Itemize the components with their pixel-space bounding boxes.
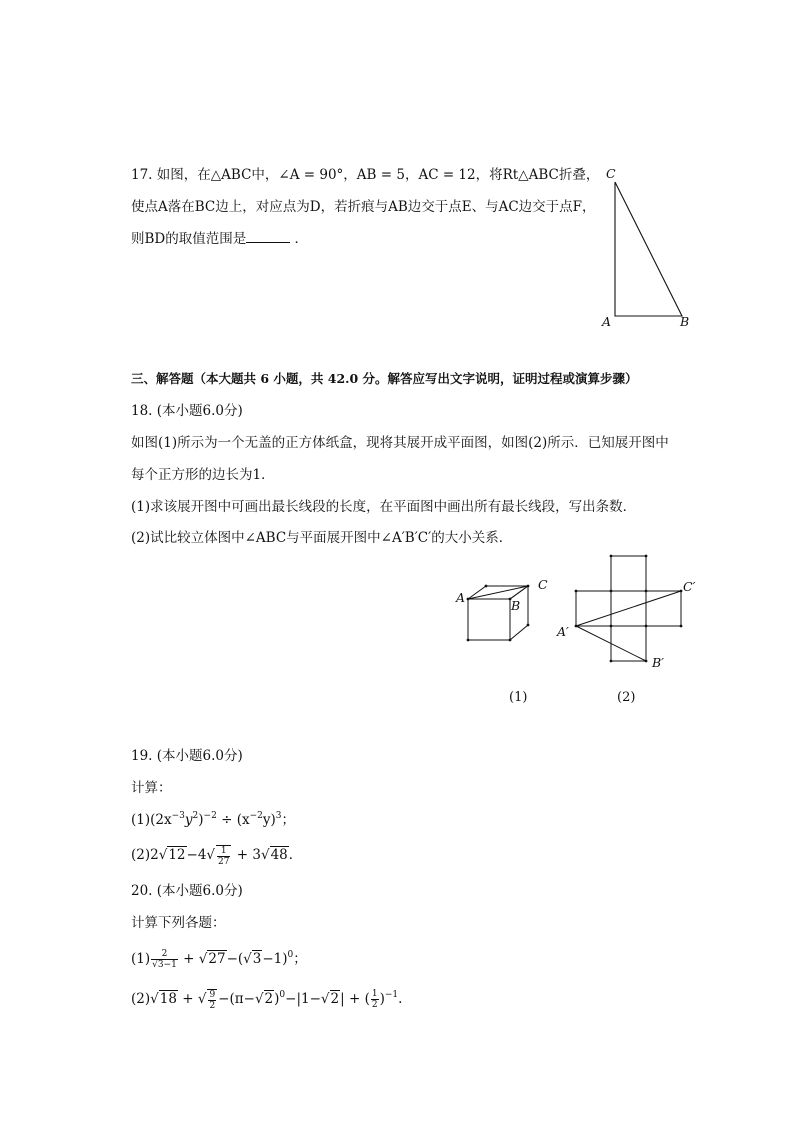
q18-fig1-label-B: B bbox=[511, 598, 521, 613]
answer-blank bbox=[246, 230, 290, 243]
q17-label-A: A bbox=[602, 314, 612, 329]
q17-label-B: B bbox=[680, 314, 690, 329]
q19-intro: 计算： bbox=[131, 780, 172, 796]
q18-fig2-label-B: B′ bbox=[652, 655, 665, 670]
q20-part2: (2)√18 + √ $\frac{9}{2}$ $-(\pi-√2)^0-|1-√2|$ + ( $\frac{1}{2}$ )$^{-1}$. bbox=[131, 989, 403, 1011]
q18-fig1-caption: (1) bbox=[509, 690, 528, 705]
q20-part1: (1) $\frac{2}{√3-1}$ + $√27-(√3-1)^0$； bbox=[131, 949, 307, 970]
q17-line3: 则BD的取值范围是 ． bbox=[131, 231, 309, 247]
q20-intro: 计算下列各题： bbox=[131, 915, 226, 931]
q19-part1: $(1)(2x^{-3}y^2)^{-2} \div (x^{-2}y)^3$； bbox=[131, 811, 296, 828]
section3-title: 三、解答题（本大题共 6 小题，共 42.0 分。解答应写出文字说明，证明过程或演算步骤） bbox=[131, 371, 638, 386]
q18-net-figure bbox=[570, 550, 690, 665]
q18-line1: 如图(1)所示为一个无盖的正方体纸盒，现将其展开成平面图，如图(2)所示．已知展开图中 bbox=[131, 435, 669, 451]
q18-fig2-caption: (2) bbox=[617, 690, 636, 705]
q17-label-C: C bbox=[606, 166, 616, 181]
q18-fig2-label-C: C′ bbox=[683, 579, 696, 594]
q18-fig2-label-A: A′ bbox=[557, 624, 569, 639]
q17-line1: 17. 如图，在△ABC中，∠A = 90°，AB = 5，AC = 12，将Rt△ABC折叠， bbox=[131, 167, 600, 183]
q17-line2: 使点A落在BC边上，对应点为D，若折痕与AB边交于点E、与AC边交于点F， bbox=[131, 199, 596, 215]
q17-triangle-figure bbox=[610, 180, 690, 320]
q18-header: 18. (本小题6.0分) bbox=[131, 403, 243, 419]
q18-line3: (1)求该展开图中可画出最长线段的长度，在平面图中画出所有最长线段，写出条数． bbox=[131, 499, 637, 515]
q19-part2: (2)2√12−4√ $\frac{1}{27}$ + 3√48． bbox=[131, 845, 303, 867]
q18-line2: 每个正方形的边长为1． bbox=[131, 467, 275, 483]
q18-fig1-label-C: C bbox=[538, 577, 548, 592]
q18-fig1-label-A: A bbox=[456, 590, 466, 605]
q18-line4: (2)试比较立体图中∠ABC与平面展开图中∠A′B′C′的大小关系． bbox=[131, 530, 513, 546]
q18-cube-figure bbox=[460, 580, 550, 650]
q19-header: 19. (本小题6.0分) bbox=[131, 748, 243, 764]
q20-header: 20. (本小题6.0分) bbox=[131, 883, 243, 899]
